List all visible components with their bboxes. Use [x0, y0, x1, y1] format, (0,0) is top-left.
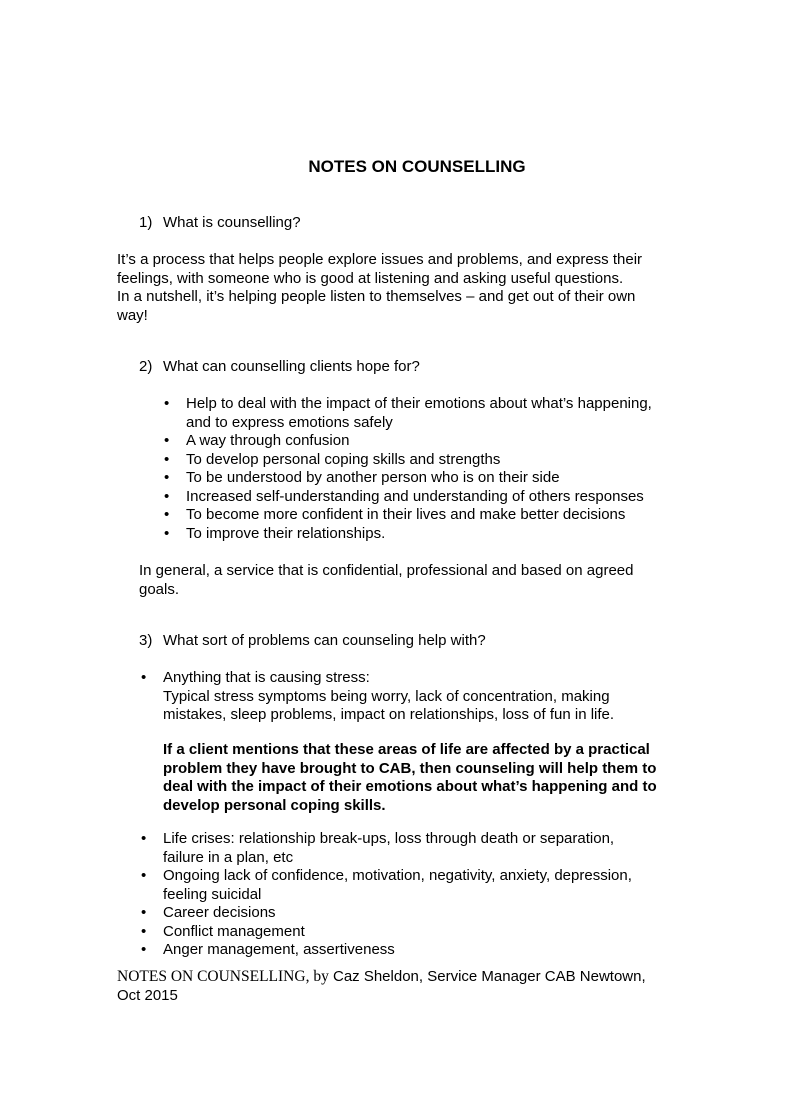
answer-1-line: It’s a process that helps people explore issues and problems, and express their — [117, 251, 643, 268]
list-item: • Increased self-understanding and understanding of others responses — [162, 488, 722, 507]
question-1 — [139, 214, 301, 233]
list-item: • Career decisions — [139, 904, 719, 923]
list-item: • Conflict management — [139, 923, 719, 942]
question-2-number: 2) — [139, 358, 153, 375]
summary-paragraph — [139, 562, 699, 599]
list-item: • Anger management, assertiveness — [139, 941, 719, 960]
question-2 — [139, 358, 420, 377]
question-3 — [139, 632, 486, 651]
footer-line-2: Oct 2015 — [117, 986, 178, 1004]
list-item: • To develop personal coping skills and strengths — [162, 451, 722, 470]
footer-line-1 — [117, 968, 677, 987]
page-title: NOTES ON COUNSELLING — [308, 157, 526, 176]
answer-1-line: In a nutshell, it’s helping people listen to themselves – and get out of their own — [117, 288, 636, 305]
summary-line: goals. — [139, 580, 180, 598]
list-item: • To become more confident in their lives and make better decisions — [162, 506, 722, 525]
bold-note-line: problem they have brought to CAB, then counseling will help them to — [163, 759, 657, 777]
bold-note-line: If a client mentions that these areas of life are affected by a practical — [163, 741, 650, 758]
bold-note-line: deal with the impact of their emotions about what’s happening and to — [163, 778, 657, 795]
list-item: • Life crises: relationship break-ups, loss through death or separation, failure in a plan, etc — [139, 830, 719, 867]
list-item: • To be understood by another person who is on their side — [162, 469, 722, 488]
answer-1-paragraph — [117, 251, 677, 325]
answer-1-line: way! — [117, 306, 148, 324]
summary-line: In general, a service that is confidential, professional and based on agreed — [139, 562, 634, 579]
list-item: • To improve their relationships. — [162, 525, 722, 544]
stress-list — [139, 669, 719, 725]
problems-list — [139, 830, 719, 960]
bold-note-line: develop personal coping skills. — [163, 796, 386, 814]
question-1-number: 1) — [139, 214, 153, 231]
list-item: • Help to deal with the impact of their emotions about what’s happening, and to express emotions safely — [162, 395, 722, 432]
footer-serif-text: NOTES ON COUNSELLING, by — [117, 968, 329, 985]
question-3-number: 3) — [139, 632, 153, 649]
list-item: • Anything that is causing stress: Typical stress symptoms being worry, lack of concentration, making mistakes, sleep problems, impact on relationships, loss of fun in life. — [139, 669, 719, 725]
footer-author-text: Caz Sheldon, Service Manager CAB Newtown, — [328, 968, 646, 985]
list-item: • A way through confusion — [162, 432, 722, 451]
answer-1-line: feelings, with someone who is good at listening and asking useful questions. — [117, 269, 624, 287]
list-item: • Ongoing lack of confidence, motivation, negativity, anxiety, depression, feeling suicidal — [139, 867, 719, 904]
question-3-text: What sort of problems can counseling help with? — [163, 632, 486, 649]
question-1-text: What is counselling? — [163, 214, 301, 231]
hopes-list — [162, 395, 722, 543]
footer — [117, 968, 677, 1005]
bold-note — [163, 741, 723, 815]
question-2-text: What can counselling clients hope for? — [163, 358, 420, 375]
